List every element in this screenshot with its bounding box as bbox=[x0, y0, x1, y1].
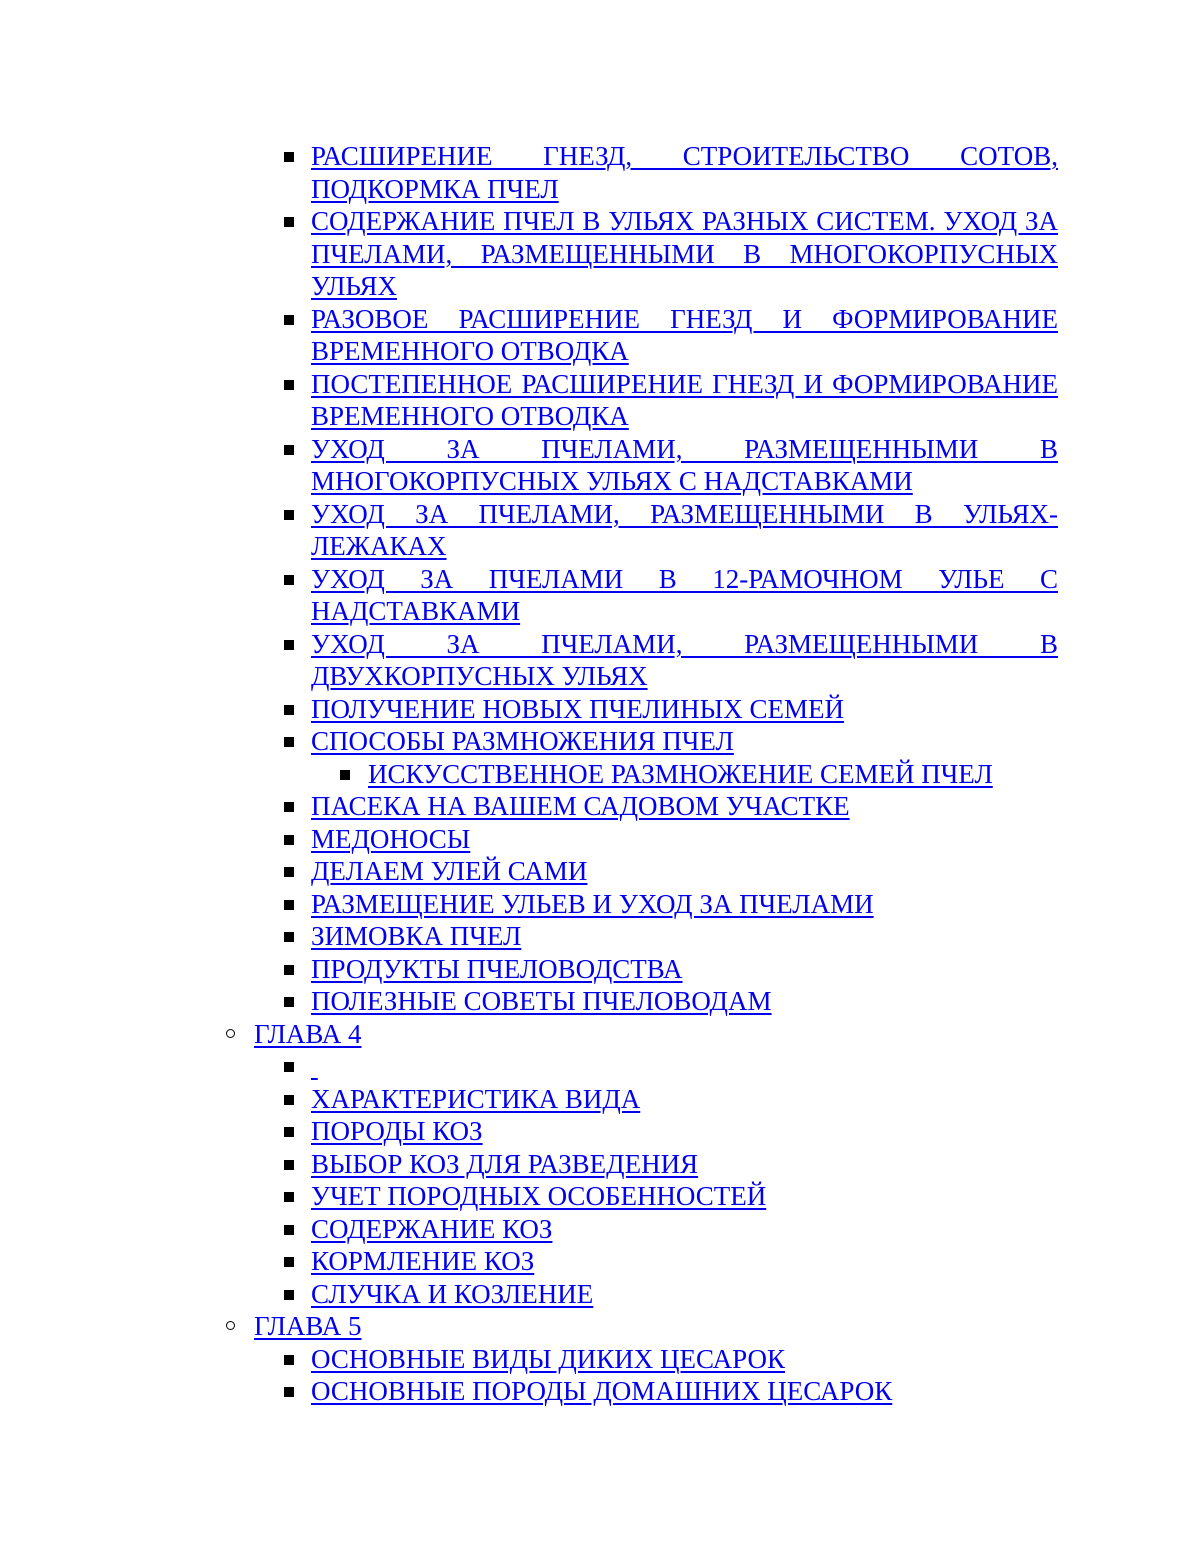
toc-link[interactable]: ДЕЛАЕМ УЛЕЙ САМИ bbox=[311, 856, 588, 886]
square-bullet-icon bbox=[284, 1095, 294, 1105]
chapter-4-link[interactable]: ГЛАВА 4 bbox=[254, 1018, 362, 1049]
square-bullet-icon bbox=[284, 445, 294, 455]
toc-link[interactable]: СЛУЧКА И КОЗЛЕНИЕ bbox=[311, 1278, 594, 1309]
square-bullet-icon bbox=[284, 575, 294, 585]
toc-link[interactable]: УХОД ЗА ПЧЕЛАМИ, РАЗМЕЩЕННЫМИ В УЛЬЯХ-ЛЕЖАКАХ bbox=[311, 498, 1058, 561]
toc-link[interactable]: УХОД ЗА ПЧЕЛАМИ В 12-РАМОЧНОМ УЛЬЕ С НАДСТАВКАМИ bbox=[311, 563, 1058, 626]
toc-link[interactable]: РАЗОВОЕ РАСШИРЕНИЕ ГНЕЗД И ФОРМИРОВАНИЕ ВРЕМЕННОГО ОТВОДКА bbox=[311, 303, 1058, 366]
toc-link[interactable]: ПОРОДЫ КОЗ bbox=[311, 1116, 483, 1146]
toc-link[interactable]: ВЫБОР КОЗ ДЛЯ РАЗВЕДЕНИЯ bbox=[311, 1148, 699, 1179]
toc-link[interactable]: ПРОДУКТЫ ПЧЕЛОВОДСТВА bbox=[311, 953, 683, 984]
toc-item bbox=[0, 1213, 1058, 1246]
toc-item bbox=[0, 1148, 1058, 1181]
square-bullet-icon bbox=[284, 965, 294, 975]
toc-link[interactable]: СОДЕРЖАНИЕ КОЗ bbox=[311, 1213, 553, 1244]
toc-item bbox=[0, 790, 1058, 823]
toc-link[interactable]: УХОД ЗА ПЧЕЛАМИ, РАЗМЕЩЕННЫМИ В МНОГОКОРПУСНЫХ УЛЬЯХ С НАДСТАВКАМИ bbox=[311, 433, 1058, 496]
toc-item bbox=[0, 368, 1058, 433]
toc-link[interactable]: СПОСОБЫ РАЗМНОЖЕНИЯ ПЧЕЛ bbox=[311, 726, 734, 756]
toc-item bbox=[0, 140, 1058, 205]
toc-item bbox=[0, 205, 1058, 303]
square-bullet-icon bbox=[284, 1387, 294, 1397]
square-bullet-icon bbox=[284, 997, 294, 1007]
toc-link[interactable]: МЕДОНОСЫ bbox=[311, 823, 471, 854]
table-of-contents bbox=[0, 140, 1200, 1408]
toc-item bbox=[0, 693, 1058, 726]
toc-item bbox=[0, 1245, 1058, 1278]
toc-chapter bbox=[0, 1310, 1058, 1343]
square-bullet-icon bbox=[284, 1160, 294, 1170]
square-bullet-icon bbox=[284, 510, 294, 520]
toc-item bbox=[0, 628, 1058, 693]
toc-item bbox=[0, 953, 1058, 986]
toc-item bbox=[0, 888, 1058, 921]
square-bullet-icon bbox=[284, 932, 294, 942]
circle-bullet-icon bbox=[226, 1321, 235, 1330]
square-bullet-icon bbox=[284, 315, 294, 325]
toc-subitem bbox=[0, 758, 1058, 791]
square-bullet-icon bbox=[284, 1225, 294, 1235]
square-bullet-icon bbox=[340, 770, 350, 780]
toc-link[interactable]: ПОЛЕЗНЫЕ СОВЕТЫ ПЧЕЛОВОДАМ bbox=[311, 986, 772, 1016]
square-bullet-icon bbox=[284, 1290, 294, 1300]
toc-link[interactable]: ЗИМОВКА ПЧЕЛ bbox=[311, 921, 522, 951]
toc-link[interactable]: СОДЕРЖАНИЕ ПЧЕЛ В УЛЬЯХ РАЗНЫХ СИСТЕМ. УХОД ЗА ПЧЕЛАМИ, РАЗМЕЩЕННЫМИ В МНОГОКОРПУСНЫХ УЛЬЯХ bbox=[311, 206, 1058, 301]
square-bullet-icon bbox=[284, 1062, 294, 1072]
toc-link[interactable]: ПОЛУЧЕНИЕ НОВЫХ ПЧЕЛИНЫХ СЕМЕЙ bbox=[311, 693, 844, 724]
toc-item bbox=[0, 823, 1058, 856]
square-bullet-icon bbox=[284, 1192, 294, 1202]
square-bullet-icon bbox=[284, 900, 294, 910]
square-bullet-icon bbox=[284, 640, 294, 650]
toc-item bbox=[0, 985, 1058, 1018]
toc-link[interactable]: УХОД ЗА ПЧЕЛАМИ, РАЗМЕЩЕННЫМИ В ДВУХКОРПУСНЫХ УЛЬЯХ bbox=[311, 628, 1058, 691]
toc-item bbox=[0, 1115, 1058, 1148]
toc-link[interactable]: ПОСТЕПЕННОЕ РАСШИРЕНИЕ ГНЕЗД И ФОРМИРОВАНИЕ ВРЕМЕННОГО ОТВОДКА bbox=[311, 368, 1058, 431]
square-bullet-icon bbox=[284, 380, 294, 390]
toc-link-empty[interactable] bbox=[311, 1050, 1058, 1083]
toc-link[interactable]: ИСКУССТВЕННОЕ РАЗМНОЖЕНИЕ СЕМЕЙ ПЧЕЛ bbox=[368, 758, 993, 789]
toc-item bbox=[0, 1343, 1058, 1376]
toc-link[interactable]: КОРМЛЕНИЕ КОЗ bbox=[311, 1246, 535, 1276]
square-bullet-icon bbox=[284, 1355, 294, 1365]
toc-item bbox=[0, 1375, 1058, 1408]
square-bullet-icon bbox=[284, 867, 294, 877]
toc-item bbox=[0, 563, 1058, 628]
square-bullet-icon bbox=[284, 1127, 294, 1137]
toc-item bbox=[0, 303, 1058, 368]
chapter-5-link[interactable]: ГЛАВА 5 bbox=[254, 1311, 362, 1341]
toc-link[interactable]: ХАРАКТЕРИСТИКА ВИДА bbox=[311, 1083, 641, 1114]
toc-link[interactable]: РАСШИРЕНИЕ ГНЕЗД, СТРОИТЕЛЬСТВО СОТОВ, ПОДКОРМКА ПЧЕЛ bbox=[311, 141, 1058, 204]
toc-item bbox=[0, 855, 1058, 888]
square-bullet-icon bbox=[284, 835, 294, 845]
square-bullet-icon bbox=[284, 737, 294, 747]
toc-item bbox=[0, 1278, 1058, 1311]
toc-link[interactable]: РАЗМЕЩЕНИЕ УЛЬЕВ И УХОД ЗА ПЧЕЛАМИ bbox=[311, 888, 874, 919]
square-bullet-icon bbox=[284, 802, 294, 812]
toc-item bbox=[0, 498, 1058, 563]
square-bullet-icon bbox=[284, 705, 294, 715]
toc-item bbox=[0, 725, 1058, 758]
circle-bullet-icon bbox=[226, 1029, 235, 1038]
square-bullet-icon bbox=[284, 217, 294, 227]
toc-link[interactable]: ОСНОВНЫЕ ПОРОДЫ ДОМАШНИХ ЦЕСАРОК bbox=[311, 1376, 893, 1406]
toc-item bbox=[0, 1050, 1058, 1083]
square-bullet-icon bbox=[284, 152, 294, 162]
toc-link[interactable]: ОСНОВНЫЕ ВИДЫ ДИКИХ ЦЕСАРОК bbox=[311, 1343, 786, 1374]
toc-item bbox=[0, 1180, 1058, 1213]
toc-link[interactable]: ПАСЕКА НА ВАШЕМ САДОВОМ УЧАСТКЕ bbox=[311, 791, 850, 821]
toc-item bbox=[0, 433, 1058, 498]
toc-item bbox=[0, 920, 1058, 953]
toc-item bbox=[0, 1083, 1058, 1116]
toc-link[interactable]: УЧЕТ ПОРОДНЫХ ОСОБЕННОСТЕЙ bbox=[311, 1181, 767, 1211]
square-bullet-icon bbox=[284, 1257, 294, 1267]
toc-chapter bbox=[0, 1018, 1058, 1051]
